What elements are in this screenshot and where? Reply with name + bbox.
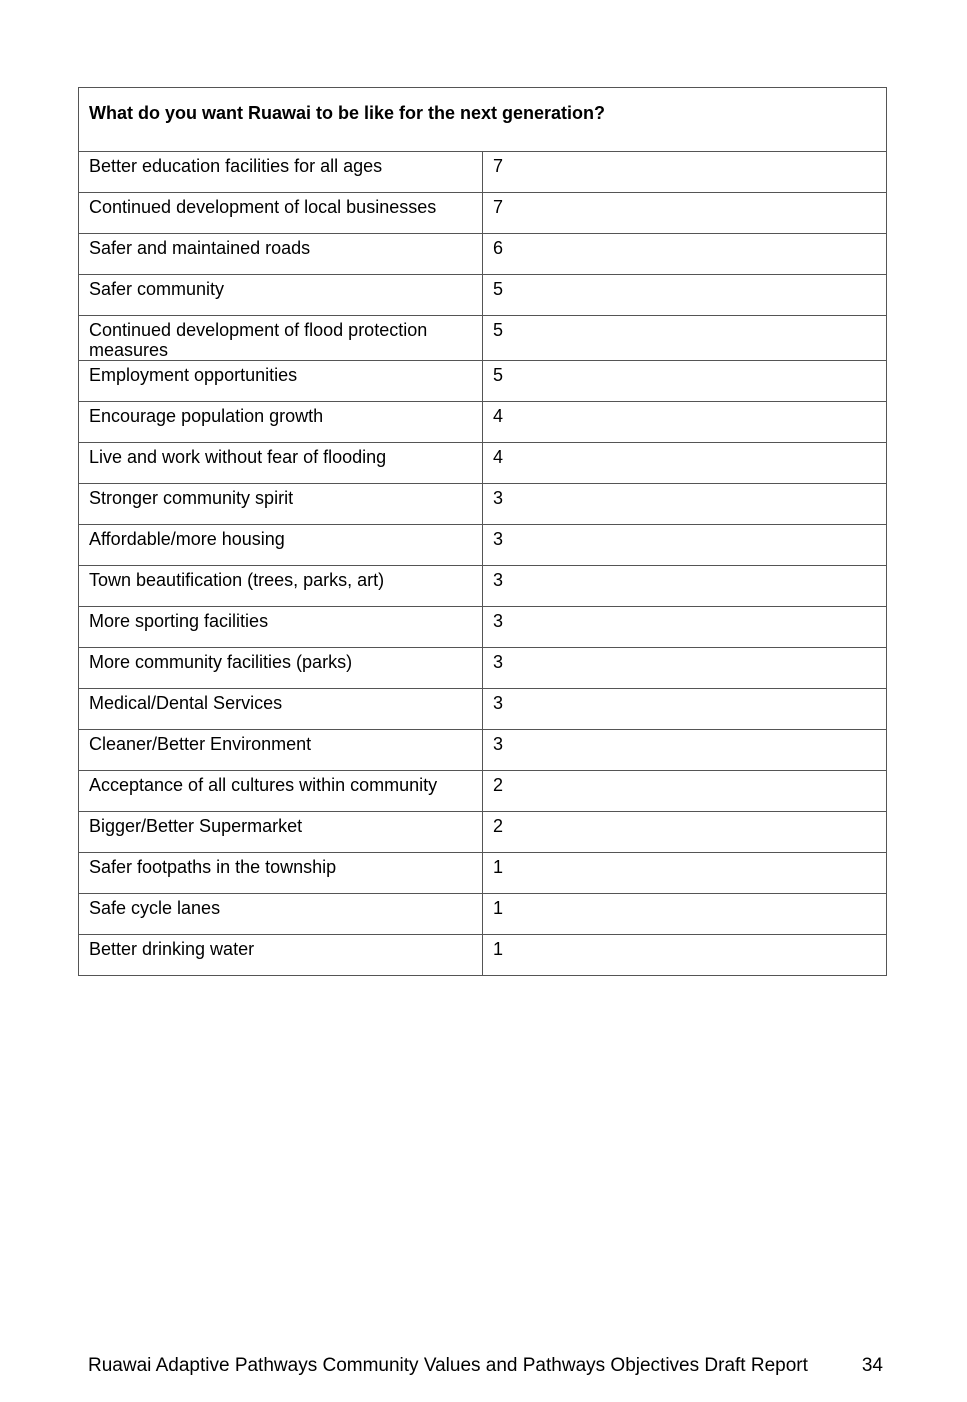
row-count-value: 4 — [483, 443, 887, 484]
row-item-label: Better education facilities for all ages — [79, 152, 483, 193]
table-row — [79, 812, 887, 853]
row-item-label: Employment opportunities — [79, 361, 483, 402]
row-item-label: Better drinking water — [79, 935, 483, 976]
row-count-value: 1 — [483, 894, 887, 935]
table-heading: What do you want Ruawai to be like for the next generation? — [79, 88, 887, 152]
row-item-label: Acceptance of all cultures within community — [79, 771, 483, 812]
table-row — [79, 275, 887, 316]
table-header-row — [79, 88, 887, 152]
table-row — [79, 402, 887, 443]
row-count-value: 6 — [483, 234, 887, 275]
row-item-label: Continued development of flood protection measures — [79, 316, 483, 361]
row-item-label: Safer and maintained roads — [79, 234, 483, 275]
row-count-value: 3 — [483, 525, 887, 566]
row-count-value: 3 — [483, 689, 887, 730]
table-row — [79, 566, 887, 607]
row-item-label: Town beautification (trees, parks, art) — [79, 566, 483, 607]
survey-results-table — [78, 87, 887, 976]
footer-report-title: Ruawai Adaptive Pathways Community Values and Pathways Objectives Draft Report — [88, 1355, 808, 1376]
table-row — [79, 730, 887, 771]
row-item-label: Medical/Dental Services — [79, 689, 483, 730]
row-count-value: 3 — [483, 648, 887, 689]
footer-page-number: 34 — [861, 1355, 883, 1376]
table-row — [79, 361, 887, 402]
row-item-label: Encourage population growth — [79, 402, 483, 443]
table-row — [79, 607, 887, 648]
row-count-value: 3 — [483, 730, 887, 771]
row-count-value: 3 — [483, 566, 887, 607]
table-row — [79, 443, 887, 484]
row-item-label: Bigger/Better Supermarket — [79, 812, 483, 853]
row-count-value: 1 — [483, 853, 887, 894]
row-count-value: 1 — [483, 935, 887, 976]
table-row — [79, 316, 887, 361]
table-row — [79, 853, 887, 894]
table-row — [79, 689, 887, 730]
table-row — [79, 193, 887, 234]
row-count-value: 3 — [483, 607, 887, 648]
table-row — [79, 484, 887, 525]
row-item-label: Safer community — [79, 275, 483, 316]
row-item-label: More community facilities (parks) — [79, 648, 483, 689]
row-item-label: Stronger community spirit — [79, 484, 483, 525]
table-row — [79, 935, 887, 976]
table-row — [79, 525, 887, 566]
row-item-label: Safe cycle lanes — [79, 894, 483, 935]
row-count-value: 5 — [483, 275, 887, 316]
row-count-value: 5 — [483, 361, 887, 402]
row-item-label: Live and work without fear of flooding — [79, 443, 483, 484]
row-count-value: 7 — [483, 152, 887, 193]
row-count-value: 7 — [483, 193, 887, 234]
table-row — [79, 648, 887, 689]
row-count-value: 2 — [483, 771, 887, 812]
row-item-label: Affordable/more housing — [79, 525, 483, 566]
row-count-value: 3 — [483, 484, 887, 525]
table-row — [79, 894, 887, 935]
table-row — [79, 771, 887, 812]
row-count-value: 4 — [483, 402, 887, 443]
table-row — [79, 234, 887, 275]
row-count-value: 2 — [483, 812, 887, 853]
row-count-value: 5 — [483, 316, 887, 361]
row-item-label: Continued development of local businesses — [79, 193, 483, 234]
table-row — [79, 152, 887, 193]
row-item-label: Cleaner/Better Environment — [79, 730, 483, 771]
row-item-label: More sporting facilities — [79, 607, 483, 648]
row-item-label: Safer footpaths in the township — [79, 853, 483, 894]
